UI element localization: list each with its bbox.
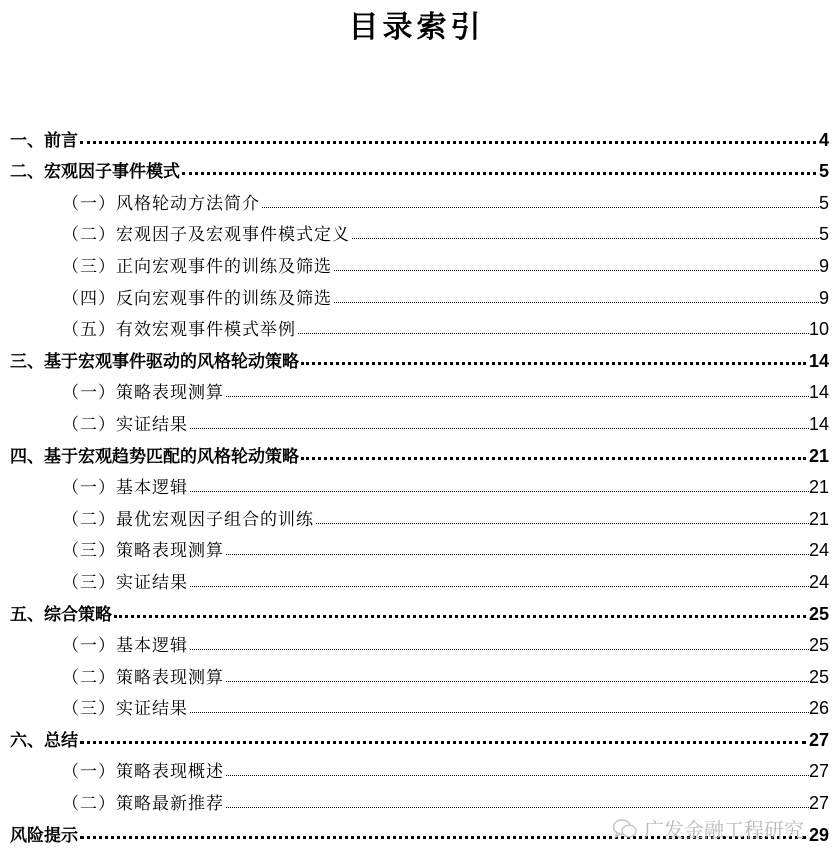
dot-leader [262, 206, 819, 208]
toc-label: （二）宏观因子及宏观事件模式定义 [62, 220, 352, 245]
dot-leader [80, 140, 816, 144]
table-of-contents [0, 119, 833, 846]
dot-leader [226, 553, 809, 555]
dot-leader [190, 648, 809, 650]
toc-label: （三）实证结果 [62, 694, 190, 719]
toc-page-number: 25 [806, 604, 829, 625]
toc-label: （二）实证结果 [62, 410, 190, 435]
dot-leader [226, 806, 809, 808]
page-title: 目录索引 [348, 10, 485, 45]
toc-page-number: 25 [808, 635, 829, 656]
toc-label: （一）策略表现概述 [62, 757, 226, 782]
dot-leader [301, 456, 806, 460]
toc-page-number: 9 [818, 255, 829, 276]
toc-label: （一）基本逻辑 [62, 631, 190, 656]
toc-label: （二）最优宏观因子组合的训练 [62, 505, 316, 530]
toc-subsection[interactable] [0, 182, 833, 214]
toc-page-number: 21 [808, 477, 829, 498]
toc-section[interactable] [0, 435, 833, 467]
toc-page-number: 5 [816, 161, 829, 182]
toc-subsection[interactable] [0, 561, 833, 593]
toc-subsection[interactable] [0, 498, 833, 530]
toc-page-number: 5 [818, 192, 829, 213]
toc-page-number: 26 [808, 698, 829, 719]
toc-section[interactable] [0, 340, 833, 372]
toc-page-number: 25 [808, 666, 829, 687]
toc-page-number: 14 [808, 413, 829, 434]
toc-label: （四）反向宏观事件的训练及筛选 [62, 284, 334, 309]
toc-section[interactable] [0, 119, 833, 151]
toc-subsection[interactable] [0, 277, 833, 309]
toc-page-number: 9 [818, 287, 829, 308]
toc-label: （三）正向宏观事件的训练及筛选 [62, 252, 334, 277]
toc-page-number: 29 [806, 825, 829, 846]
toc-page-number: 27 [808, 761, 829, 782]
toc-label: （一）策略表现测算 [62, 378, 226, 403]
toc-label: 六、总结 [10, 726, 80, 751]
dot-leader [190, 711, 809, 713]
toc-subsection[interactable] [0, 625, 833, 657]
toc-page-number: 4 [816, 130, 829, 151]
dot-leader [80, 740, 806, 744]
toc-label: 风险提示 [10, 821, 80, 846]
toc-page-number: 14 [808, 382, 829, 403]
toc-label: （一）基本逻辑 [62, 473, 190, 498]
dot-leader [298, 332, 809, 334]
dot-leader [114, 614, 806, 618]
toc-page-number: 21 [808, 508, 829, 529]
toc-label: 二、宏观因子事件模式 [10, 157, 182, 182]
toc-label: 一、前言 [10, 126, 80, 151]
dot-leader [334, 269, 819, 271]
toc-page-number: 24 [808, 571, 829, 592]
toc-subsection[interactable] [0, 530, 833, 562]
watermark [612, 814, 804, 843]
toc-label: （三）实证结果 [62, 568, 190, 593]
toc-subsection[interactable] [0, 214, 833, 246]
toc-label: （二）策略表现测算 [62, 663, 226, 688]
toc-subsection[interactable] [0, 782, 833, 814]
toc-subsection[interactable] [0, 467, 833, 499]
dot-leader [190, 490, 809, 492]
toc-section[interactable] [0, 151, 833, 183]
toc-label: 四、基于宏观趋势匹配的风格轮动策略 [10, 442, 301, 467]
watermark-text: 广发金融工程研究 [644, 818, 804, 842]
toc-label: 三、基于宏观事件驱动的风格轮动策略 [10, 347, 301, 372]
toc-page-number: 21 [806, 446, 829, 467]
toc-section[interactable] [0, 593, 833, 625]
toc-page-number: 27 [806, 730, 829, 751]
toc-subsection[interactable] [0, 688, 833, 720]
toc-subsection[interactable] [0, 751, 833, 783]
toc-label: （二）策略最新推荐 [62, 789, 226, 814]
toc-subsection[interactable] [0, 372, 833, 404]
toc-page-number: 24 [808, 540, 829, 561]
toc-subsection[interactable] [0, 656, 833, 688]
toc-label: （五）有效宏观事件模式举例 [62, 315, 298, 340]
dot-leader [352, 237, 819, 239]
dot-leader [182, 171, 816, 175]
dot-leader [301, 361, 806, 365]
toc-label: （一）风格轮动方法简介 [62, 189, 262, 214]
toc-page-number: 10 [808, 319, 829, 340]
toc-page-number: 5 [818, 224, 829, 245]
toc-subsection[interactable] [0, 245, 833, 277]
toc-page-number: 14 [806, 351, 829, 372]
toc-label: （三）策略表现测算 [62, 536, 226, 561]
dot-leader [190, 585, 809, 587]
dot-leader [190, 427, 809, 429]
dot-leader [226, 774, 809, 776]
toc-section[interactable] [0, 719, 833, 751]
dot-leader [226, 395, 809, 397]
toc-label: 五、综合策略 [10, 600, 114, 625]
toc-page-number: 27 [808, 793, 829, 814]
dot-leader [316, 522, 809, 524]
toc-subsection[interactable] [0, 309, 833, 341]
wechat-icon [612, 818, 638, 840]
dot-leader [334, 301, 819, 303]
dot-leader [226, 680, 809, 682]
toc-subsection[interactable] [0, 403, 833, 435]
